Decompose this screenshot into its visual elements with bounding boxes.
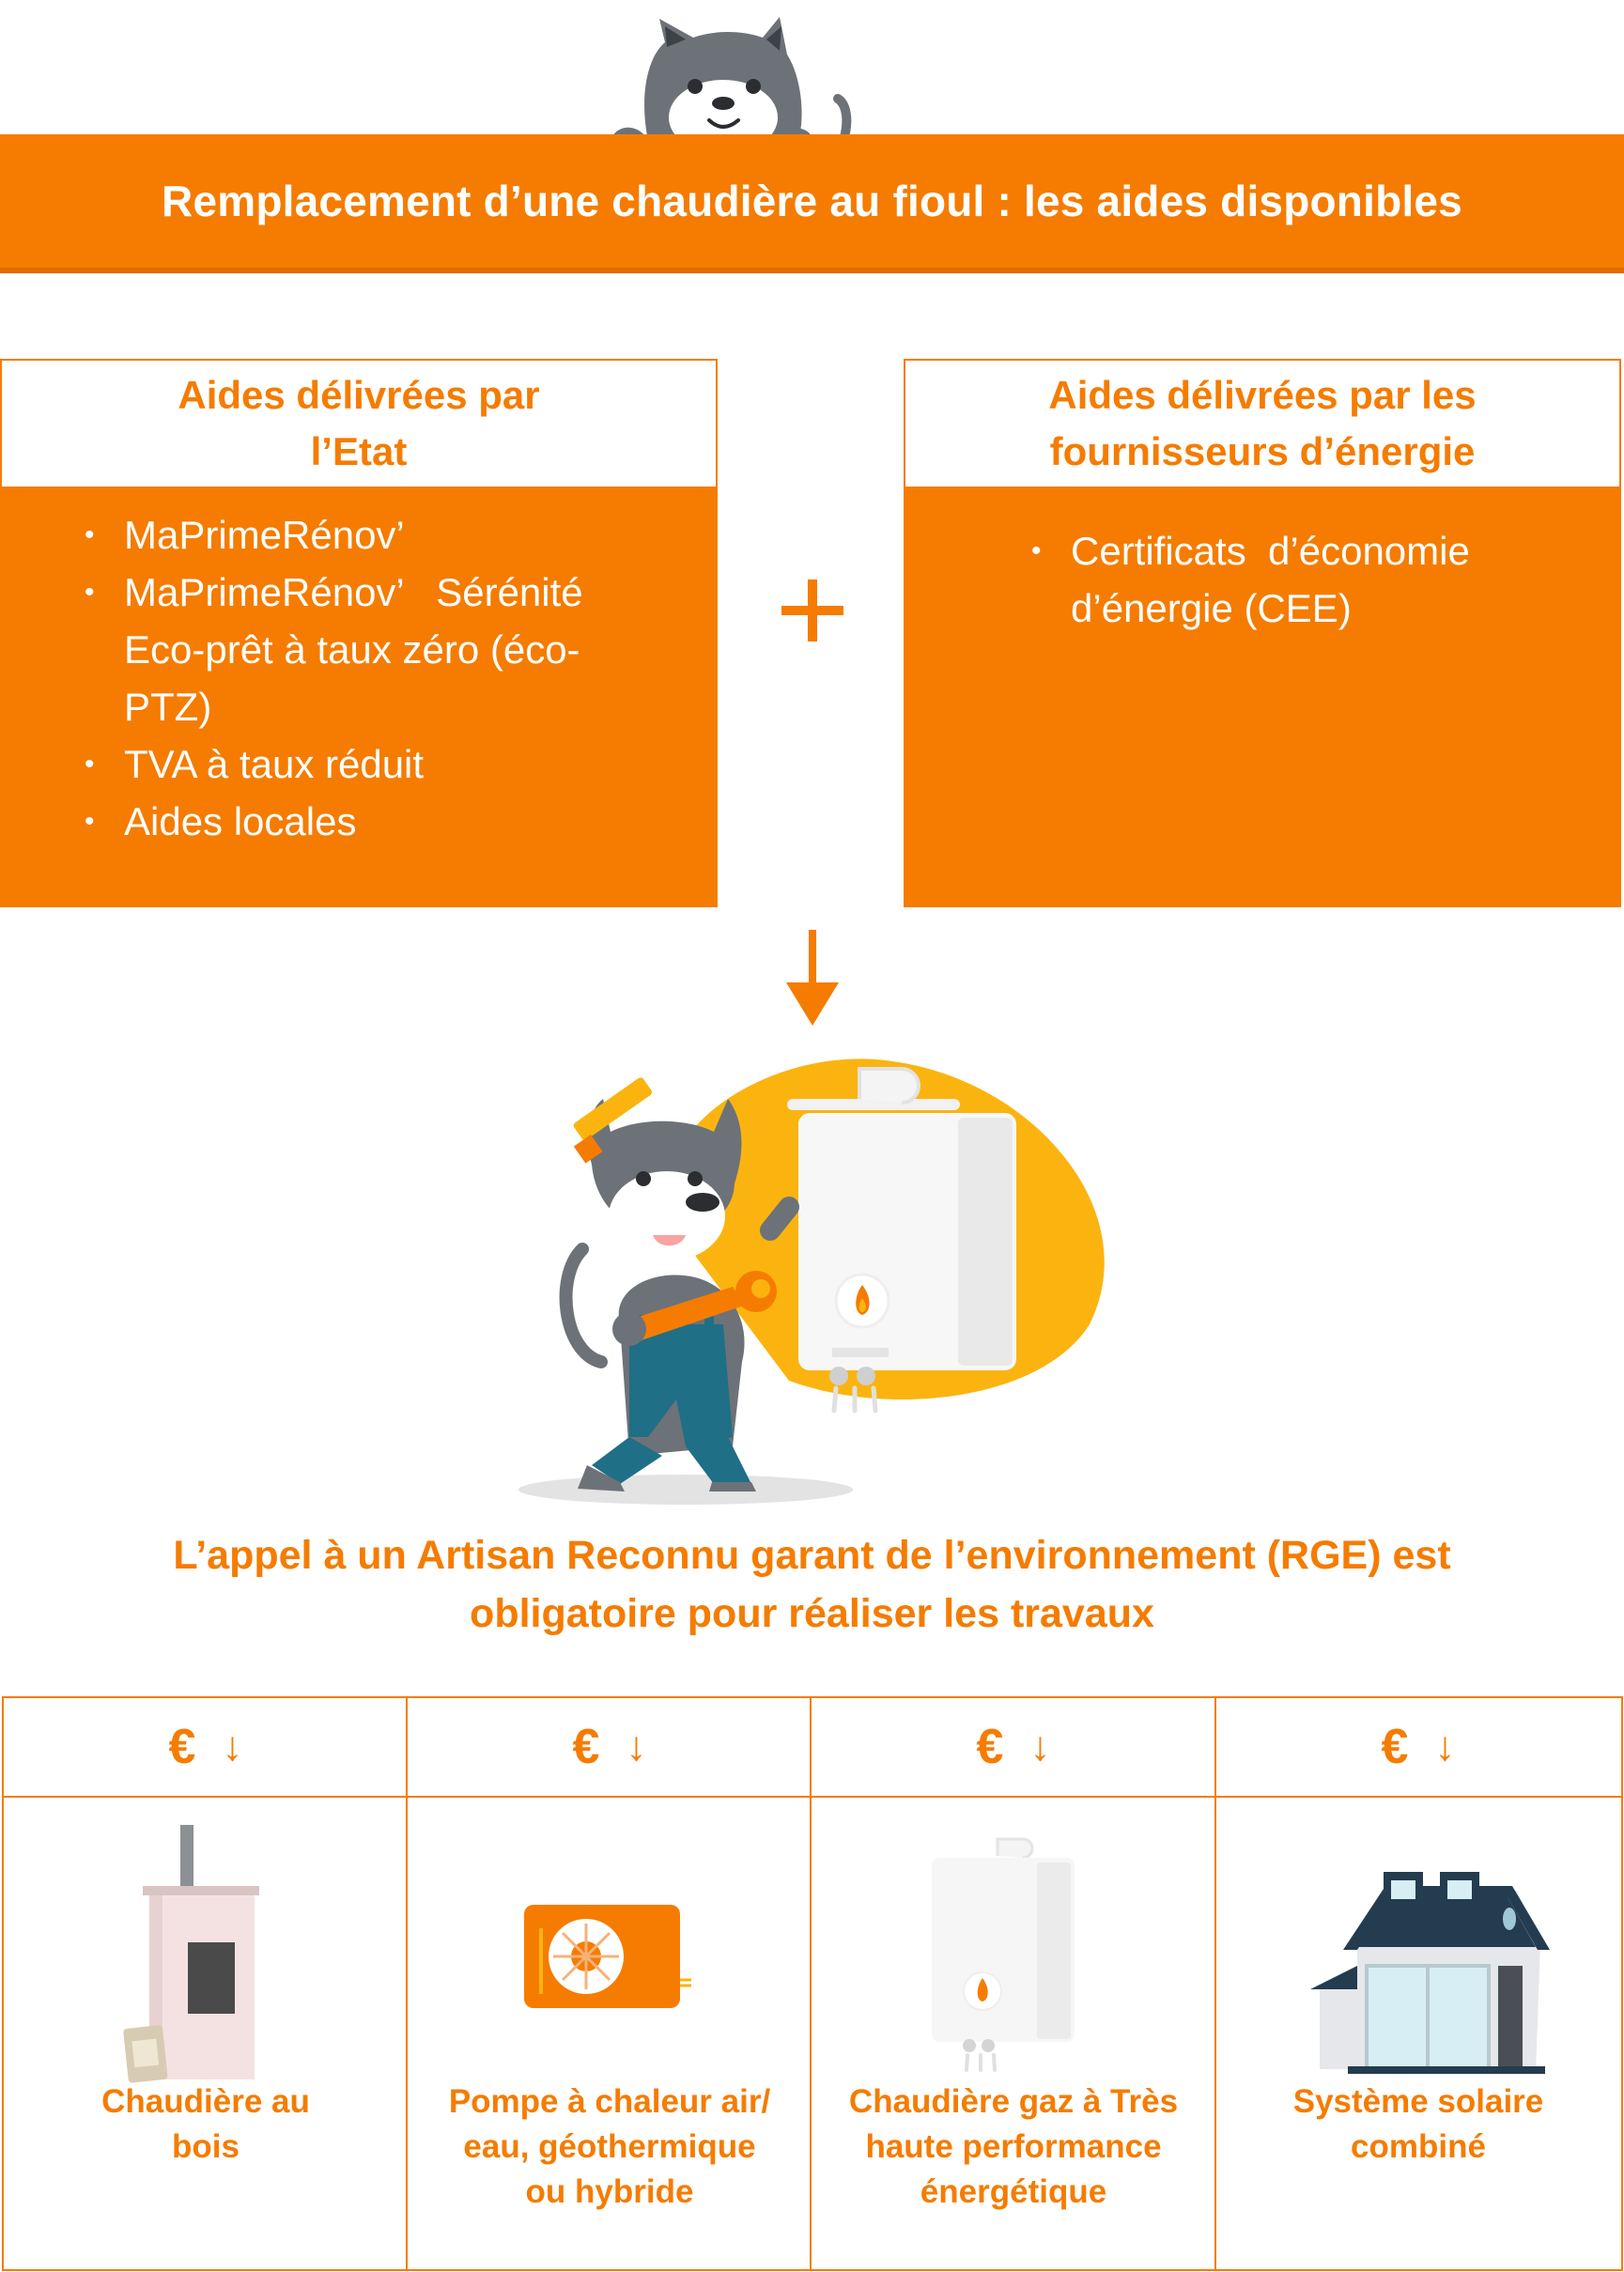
heating-options-grid	[2, 1696, 1623, 2271]
cost-decrease-arrow-icon: ↓	[222, 1723, 243, 1770]
option-label: Pompe à chaleur air/ eau, géothermique ou hybride	[448, 2083, 771, 2210]
state-aids-list	[81, 506, 644, 850]
wood-boiler-icon	[4, 1811, 408, 2093]
option-label: Système solaire combiné	[1292, 2083, 1544, 2165]
list-item: • MaPrimeRénov’ Sérénité	[85, 570, 583, 614]
peeking-cat-icon	[592, 9, 874, 150]
gas-boiler-icon	[812, 1811, 1215, 2093]
cat-installer-with-boiler-illustration	[488, 1043, 1127, 1512]
option-heat-pump	[408, 1698, 812, 2269]
list-item: Eco-prêt à taux zéro (éco-	[124, 627, 580, 672]
state-aids-title-line: Aides délivrées par	[178, 373, 540, 417]
rge-note-line: L’appel à un Artisan Reconnu garant de l’environnement (RGE) est	[173, 1533, 1451, 1578]
cost-indicator	[4, 1698, 408, 1796]
list-item: • MaPrimeRénov’	[85, 513, 405, 557]
supplier-aids-box	[904, 359, 1621, 907]
cost-indicator	[1216, 1698, 1620, 1796]
option-wood-boiler	[4, 1698, 408, 2269]
page-title: Remplacement d’une chaudière au fioul : les aides disponibles	[162, 177, 1462, 225]
supplier-aids-title-line: fournisseurs d’énergie	[1049, 429, 1476, 473]
cost-indicator	[812, 1698, 1215, 1796]
option-solar-system	[1216, 1698, 1620, 2269]
supplier-aids-list-panel	[904, 487, 1621, 907]
cost-decrease-arrow-icon: ↓	[1434, 1723, 1456, 1770]
cost-decrease-arrow-icon: ↓	[626, 1723, 647, 1770]
arrow-down-icon	[784, 930, 841, 1028]
plus-icon	[780, 578, 845, 643]
cost-indicator	[408, 1698, 812, 1796]
header-banner	[0, 134, 1624, 268]
state-aids-title	[0, 359, 718, 488]
option-label: Chaudière au bois	[101, 2083, 310, 2165]
rge-note-line: obligatoire pour réaliser les travaux	[470, 1591, 1154, 1636]
supplier-aids-title	[904, 359, 1621, 488]
rge-requirement-note	[0, 1526, 1624, 1643]
supplier-aids-list	[1031, 522, 1597, 637]
list-item: d’énergie (CEE)	[1071, 586, 1352, 630]
option-gas-boiler	[812, 1698, 1215, 2269]
option-label: Chaudière gaz à Très haute performance énergétique	[848, 2083, 1179, 2210]
list-item: • TVA à taux réduit	[85, 742, 425, 786]
heat-pump-icon	[408, 1811, 812, 2093]
supplier-aids-title-line: Aides délivrées par les	[1048, 373, 1477, 417]
cost-decrease-arrow-icon: ↓	[1029, 1723, 1051, 1770]
state-aids-box	[0, 359, 718, 907]
state-aids-title-line: l’Etat	[310, 429, 408, 473]
euro-symbol: €	[168, 1720, 196, 1774]
euro-symbol: €	[572, 1720, 600, 1774]
list-item: • Certificats d’économie	[1031, 529, 1470, 573]
euro-symbol: €	[1381, 1720, 1409, 1774]
list-item: PTZ)	[124, 685, 212, 729]
euro-symbol: €	[976, 1720, 1004, 1774]
solar-house-icon	[1216, 1811, 1620, 2093]
list-item: • Aides locales	[85, 799, 357, 843]
state-aids-list-panel	[0, 487, 718, 907]
